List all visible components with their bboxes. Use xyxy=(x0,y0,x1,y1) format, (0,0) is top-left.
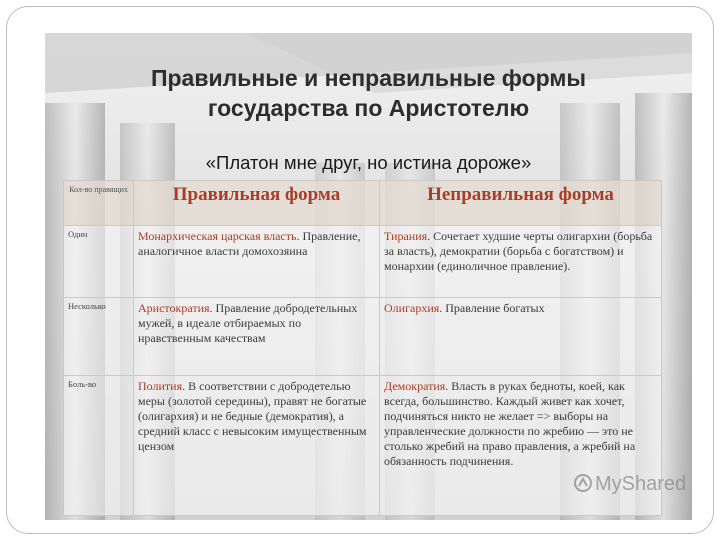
slide-title xyxy=(45,63,692,123)
form-term: Монархическая царская власть xyxy=(138,229,297,243)
table-row xyxy=(64,298,662,376)
form-term: Демократия xyxy=(384,379,446,393)
row-label: Один xyxy=(64,226,134,298)
wrong-form-header: Неправильная форма xyxy=(380,181,662,226)
form-term: Аристократия xyxy=(138,301,210,315)
table-header-row xyxy=(64,181,662,226)
count-header: Кол-во правящих xyxy=(64,181,134,226)
wrong-form-cell xyxy=(380,298,662,376)
right-form-cell xyxy=(134,226,380,298)
title-line-2: государства по Аристотелю xyxy=(207,95,530,121)
forms-table xyxy=(63,180,662,516)
form-term: Олигархия xyxy=(384,301,440,315)
form-description: . Правление, аналогичное власти домохозяина xyxy=(138,229,361,258)
slide xyxy=(45,33,692,520)
watermark-text: MyShared xyxy=(595,473,687,495)
quote: «Платон мне друг, но истина дороже» xyxy=(205,152,532,173)
form-description: . Сочетает худшие черты олигархии (борьба за власть), демократии (борьба с богатством) и монархии (единоличное правление). xyxy=(384,229,653,273)
wrong-form-cell xyxy=(380,226,662,298)
form-term: Полития xyxy=(138,379,183,393)
table-row xyxy=(64,376,662,516)
right-form-header: Правильная форма xyxy=(134,181,380,226)
form-description: . Власть в руках бедноты, коей, как всегда, большинство. Каждый живет как хочет, подчиняться никто не желает => выборы на управленческие должности по жребию — это не столько жребий на право правления, а жребий на обязанность подчинения. xyxy=(384,379,636,468)
form-description: . В соответствии с добродетелью меры (золотой середины), правят не богатые (олигархия) и не бедные (демократия), а средний класс с невысоким имущественным цензом xyxy=(138,379,367,453)
myshared-logo-icon xyxy=(573,473,593,493)
table-row xyxy=(64,226,662,298)
row-label: Несколько xyxy=(64,298,134,376)
form-description: . Правление добродетельных мужей, в идеале отбираемых по нравственным качествам xyxy=(138,301,358,345)
right-form-cell xyxy=(134,298,380,376)
row-label: Боль-во xyxy=(64,376,134,516)
title-line-1: Правильные и неправильные формы xyxy=(150,65,587,91)
form-description: . Правление богатых xyxy=(439,301,545,315)
watermark xyxy=(573,473,686,496)
form-term: Тирания xyxy=(384,229,428,243)
right-form-cell xyxy=(134,376,380,516)
